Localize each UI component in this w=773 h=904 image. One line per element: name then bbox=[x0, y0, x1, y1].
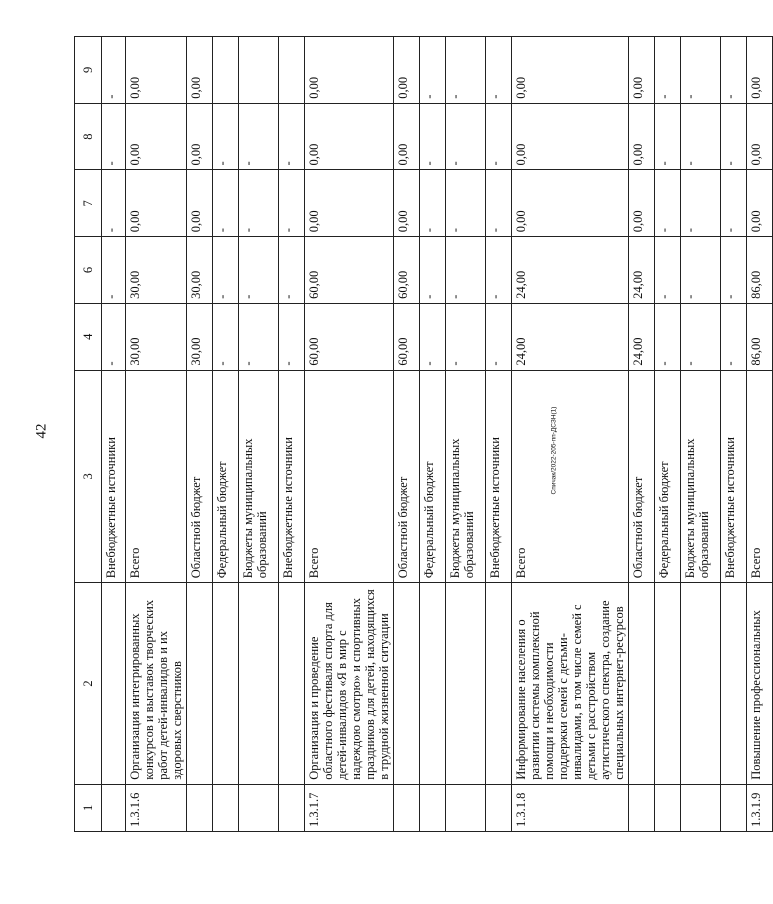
item-number: 1.3.1.6 bbox=[126, 784, 187, 831]
item-number bbox=[239, 784, 279, 831]
column-header: 2 bbox=[75, 583, 102, 785]
value-col8: 0,00 bbox=[305, 103, 394, 170]
table-row bbox=[187, 37, 213, 832]
item-name bbox=[420, 583, 446, 785]
value-col7: 0,00 bbox=[126, 170, 187, 237]
value-col4: 24,00 bbox=[629, 303, 655, 370]
item-name bbox=[721, 583, 747, 785]
table-row bbox=[126, 37, 187, 832]
item-number bbox=[655, 784, 681, 831]
item-number bbox=[721, 784, 747, 831]
value-col9: - bbox=[102, 37, 126, 104]
value-col8: - bbox=[655, 103, 681, 170]
value-col9: 0,00 bbox=[187, 37, 213, 104]
value-col9: 0,00 bbox=[305, 37, 394, 104]
value-col8: 0,00 bbox=[512, 103, 629, 170]
column-header: 9 bbox=[75, 37, 102, 104]
value-col6: 86,00 bbox=[747, 237, 773, 304]
funding-source: Областной бюджет bbox=[187, 370, 213, 583]
value-col6: 30,00 bbox=[126, 237, 187, 304]
value-col7: - bbox=[239, 170, 279, 237]
item-number bbox=[213, 784, 239, 831]
column-header: 6 bbox=[75, 237, 102, 304]
value-col4: 60,00 bbox=[305, 303, 394, 370]
column-header: 1 bbox=[75, 784, 102, 831]
value-col9: 0,00 bbox=[747, 37, 773, 104]
value-col8: - bbox=[102, 103, 126, 170]
item-number bbox=[279, 784, 305, 831]
value-col8: 0,00 bbox=[187, 103, 213, 170]
item-number: 1.3.1.7 bbox=[305, 784, 394, 831]
item-number bbox=[102, 784, 126, 831]
value-col9: 0,00 bbox=[512, 37, 629, 104]
value-col9: - bbox=[681, 37, 721, 104]
value-col7: 0,00 bbox=[629, 170, 655, 237]
table-row bbox=[681, 37, 721, 832]
value-col4: - bbox=[102, 303, 126, 370]
value-col9: - bbox=[721, 37, 747, 104]
value-col8: 0,00 bbox=[629, 103, 655, 170]
item-name bbox=[102, 583, 126, 785]
value-col4: 30,00 bbox=[126, 303, 187, 370]
funding-source: Всего bbox=[305, 370, 394, 583]
value-col9: 0,00 bbox=[629, 37, 655, 104]
value-col9 bbox=[213, 37, 239, 104]
value-col9: 0,00 bbox=[394, 37, 420, 104]
value-col6: - bbox=[681, 237, 721, 304]
value-col8: 0,00 bbox=[126, 103, 187, 170]
item-number bbox=[486, 784, 512, 831]
table-row bbox=[446, 37, 486, 832]
value-col8: - bbox=[446, 103, 486, 170]
value-col8: 0,00 bbox=[747, 103, 773, 170]
value-col4: 30,00 bbox=[187, 303, 213, 370]
funding-source: Всего bbox=[126, 370, 187, 583]
item-name bbox=[446, 583, 486, 785]
value-col7: - bbox=[279, 170, 305, 237]
item-number: 1.3.1.9 bbox=[747, 784, 773, 831]
item-number bbox=[394, 784, 420, 831]
value-col9: - bbox=[446, 37, 486, 104]
value-col6: 60,00 bbox=[394, 237, 420, 304]
value-col4: - bbox=[486, 303, 512, 370]
funding-source: Внебюджетные источники bbox=[721, 370, 747, 583]
value-col6: 24,00 bbox=[512, 237, 629, 304]
value-col7: 0,00 bbox=[394, 170, 420, 237]
funding-source: Областной бюджет bbox=[394, 370, 420, 583]
funding-source: Областной бюджет bbox=[629, 370, 655, 583]
value-col8: - bbox=[721, 103, 747, 170]
table-row bbox=[721, 37, 747, 832]
value-col4: 24,00 bbox=[512, 303, 629, 370]
funding-source: Внебюджетные источники bbox=[102, 370, 126, 583]
value-col7: - bbox=[213, 170, 239, 237]
page-number: 42 bbox=[33, 423, 50, 439]
value-col6: - bbox=[655, 237, 681, 304]
table-row bbox=[486, 37, 512, 832]
value-col6: - bbox=[446, 237, 486, 304]
value-col4: - bbox=[213, 303, 239, 370]
value-col8: - bbox=[213, 103, 239, 170]
table-row bbox=[279, 37, 305, 832]
item-name bbox=[486, 583, 512, 785]
value-col9 bbox=[239, 37, 279, 104]
funding-source: Бюджеты муниципальных образований bbox=[239, 370, 279, 583]
value-col4: 86,00 bbox=[747, 303, 773, 370]
funding-source: Всего bbox=[747, 370, 773, 583]
value-col6: - bbox=[239, 237, 279, 304]
item-name bbox=[681, 583, 721, 785]
value-col8: - bbox=[420, 103, 446, 170]
column-header: 8 bbox=[75, 103, 102, 170]
funding-source: Бюджеты муниципальных образований bbox=[681, 370, 721, 583]
value-col6: - bbox=[721, 237, 747, 304]
item-number bbox=[629, 784, 655, 831]
value-col7: 0,00 bbox=[747, 170, 773, 237]
funding-source: Федеральный бюджет bbox=[655, 370, 681, 583]
value-col6: 60,00 bbox=[305, 237, 394, 304]
table-row bbox=[655, 37, 681, 832]
value-col8: - bbox=[681, 103, 721, 170]
value-col4: - bbox=[279, 303, 305, 370]
value-col8: 0,00 bbox=[394, 103, 420, 170]
value-col7: - bbox=[446, 170, 486, 237]
rotated-table-container bbox=[74, 36, 763, 832]
column-header: 4 bbox=[75, 303, 102, 370]
value-col6: - bbox=[486, 237, 512, 304]
value-col4: - bbox=[721, 303, 747, 370]
table-row bbox=[102, 37, 126, 832]
table-row bbox=[394, 37, 420, 832]
value-col7: 0,00 bbox=[305, 170, 394, 237]
value-col4: 60,00 bbox=[394, 303, 420, 370]
value-col9: - bbox=[486, 37, 512, 104]
value-col4: - bbox=[239, 303, 279, 370]
value-col9: - bbox=[420, 37, 446, 104]
funding-source: Внебюджетные источники bbox=[279, 370, 305, 583]
item-name bbox=[629, 583, 655, 785]
table-row bbox=[747, 37, 773, 832]
funding-source: Внебюджетные источники bbox=[486, 370, 512, 583]
value-col8: - bbox=[279, 103, 305, 170]
table-row bbox=[213, 37, 239, 832]
funding-source: Федеральный бюджет bbox=[213, 370, 239, 583]
item-number bbox=[420, 784, 446, 831]
item-name: Повышение профессиональных bbox=[747, 583, 773, 785]
item-number: 1.3.1.8 bbox=[512, 784, 629, 831]
value-col8: - bbox=[486, 103, 512, 170]
value-col4: - bbox=[681, 303, 721, 370]
value-col4: - bbox=[446, 303, 486, 370]
table-row bbox=[629, 37, 655, 832]
value-col7: - bbox=[102, 170, 126, 237]
budget-table bbox=[74, 36, 773, 832]
value-col4: - bbox=[420, 303, 446, 370]
item-number bbox=[187, 784, 213, 831]
value-col7: - bbox=[420, 170, 446, 237]
item-name bbox=[239, 583, 279, 785]
value-col7: - bbox=[486, 170, 512, 237]
document-stamp: Спичак/2022-205-пп-ДСЗН(1) bbox=[550, 406, 558, 495]
table-row bbox=[512, 37, 629, 832]
value-col6: - bbox=[420, 237, 446, 304]
table-row bbox=[420, 37, 446, 832]
item-name bbox=[394, 583, 420, 785]
column-header: 3 bbox=[75, 370, 102, 583]
item-name: Организация и проведение областного фестиваля спорта для детей-инвалидов «Я в мир с надеждою смотрю» и спортивных праздников для детей, находящихся в трудной жизненной ситуации bbox=[305, 583, 394, 785]
item-name bbox=[187, 583, 213, 785]
funding-source: Федеральный бюджет bbox=[420, 370, 446, 583]
value-col9 bbox=[279, 37, 305, 104]
value-col6: 30,00 bbox=[187, 237, 213, 304]
table-row bbox=[305, 37, 394, 832]
value-col6: - bbox=[102, 237, 126, 304]
value-col7: 0,00 bbox=[187, 170, 213, 237]
funding-source: Всего bbox=[512, 370, 629, 583]
value-col7: - bbox=[681, 170, 721, 237]
item-name bbox=[279, 583, 305, 785]
value-col7: 0,00 bbox=[512, 170, 629, 237]
value-col6: - bbox=[213, 237, 239, 304]
table-header-row bbox=[75, 37, 102, 832]
value-col9: 0,00 bbox=[126, 37, 187, 104]
item-name: Информирование населения о развитии системы комплексной помощи и необходимости поддержки семей с детьми-инвалидами, в том числе семей с детьми с расстройством аутистического спектра, создание специальных интернет-ресурсов bbox=[512, 583, 629, 785]
item-number bbox=[681, 784, 721, 831]
value-col4: - bbox=[655, 303, 681, 370]
value-col6: - bbox=[279, 237, 305, 304]
value-col8: - bbox=[239, 103, 279, 170]
item-name bbox=[213, 583, 239, 785]
column-header: 7 bbox=[75, 170, 102, 237]
item-name bbox=[655, 583, 681, 785]
value-col6: 24,00 bbox=[629, 237, 655, 304]
table-row bbox=[239, 37, 279, 832]
funding-source: Бюджеты муниципальных образований bbox=[446, 370, 486, 583]
value-col9: - bbox=[655, 37, 681, 104]
value-col7: - bbox=[721, 170, 747, 237]
value-col7: - bbox=[655, 170, 681, 237]
item-number bbox=[446, 784, 486, 831]
item-name: Организация интегрированных конкурсов и выставок творческих работ детей-инвалидов и их здоровых сверстников bbox=[126, 583, 187, 785]
